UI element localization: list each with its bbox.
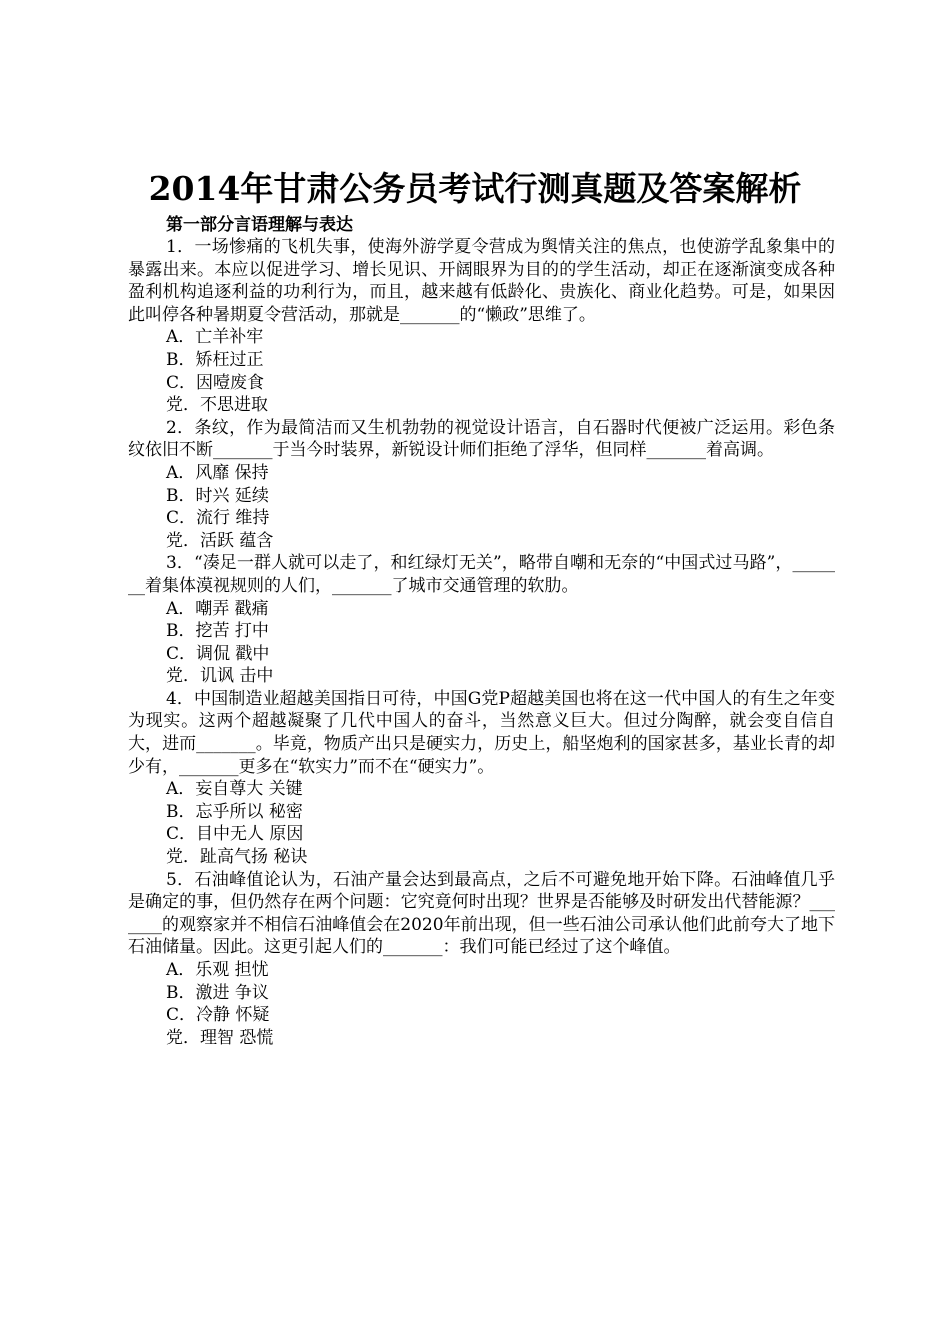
answer-option: 党．讥讽 击中 xyxy=(166,666,274,687)
answer-option: A．妄自尊大 关键 xyxy=(166,779,303,800)
question-block xyxy=(128,236,835,417)
document-title: 2014年甘肃公务员考试行测真题及答案解析 xyxy=(148,169,802,208)
answer-option: C．冷静 怀疑 xyxy=(166,1005,270,1026)
answer-option: A．嘲弄 戳痛 xyxy=(166,598,269,619)
section-heading: 第一部分言语理解与表达 xyxy=(166,215,353,235)
answer-option: 党．趾高气扬 秘诀 xyxy=(166,847,308,868)
answer-option: B．挖苦 打中 xyxy=(166,621,269,642)
question-text: 1．一场惨痛的飞机失事，使海外游学夏令营成为舆情关注的焦点，也使游学乱象集中的暴露出来。本应以促进学习、增长见识、开阔眼界为目的的学生活动，却正在逐渐演变成各种盈利机构追逐利益的功利行为，而且，越来越有低龄化、贵族化、商业化趋势。可是，如果因此叫停各种暑期夏令营活动，那就是_______的“懒政”思维了。 xyxy=(128,237,835,325)
answer-option: B．激进 争议 xyxy=(166,982,269,1003)
answer-option: A．乐观 担忧 xyxy=(166,960,269,980)
answer-option: 党．理智 恐慌 xyxy=(166,1027,274,1048)
answer-option: 党．不思进取 xyxy=(166,395,268,416)
answer-option: C．调侃 戳中 xyxy=(166,643,270,664)
question-block xyxy=(128,869,835,1050)
document-body xyxy=(128,236,835,1049)
answer-option: C．目中无人 原因 xyxy=(166,824,304,845)
question-text: 3．“凑足一群人就可以走了，和红绿灯无关”，略带自嘲和无奈的“中国式过马路”，_______着集体漠视规则的人们，_______了城市交通管理的软肋。 xyxy=(128,553,835,596)
answer-option: B．时兴 延续 xyxy=(166,485,269,506)
answer-option: A．亡羊补牢 xyxy=(166,327,264,348)
answer-option: C．因噎废食 xyxy=(166,372,265,393)
question-block xyxy=(128,552,835,688)
answer-option: B．矫枉过正 xyxy=(166,349,264,370)
question-block xyxy=(128,688,835,869)
question-text: 4．中国制造业超越美国指日可待，中国G党P超越美国也将在这一代中国人的有生之年变为现实。这两个超越凝聚了几代中国人的奋斗，当然意义巨大。但过分陶醉，就会变自信自大，进而_______。毕竟，物质产出只是硬实力，历史上，船坚炮利的国家甚多，基业长青的却少有，_______更多在“软实力”而不在“硬实力”。 xyxy=(128,688,835,777)
answer-option: 党．活跃 蕴含 xyxy=(166,530,274,551)
answer-option: A．风靡 保持 xyxy=(166,462,269,483)
question-text: 5．石油峰值论认为，石油产量会达到最高点，之后不可避免地开始下降。石油峰值几乎是确定的事，但仍然存在两个问题：它究竟何时出现？世界是否能够及时研发出代替能源？_______的观察家并不相信石油峰值会在2020年前出现，但一些石油公司承认他们此前夸大了地下石油储量。因此。这更引起人们的_______：我们可能已经过了这个峰值。 xyxy=(128,869,835,958)
question-block xyxy=(128,417,835,553)
answer-option: B．忘乎所以 秘密 xyxy=(166,801,303,822)
answer-option: C．流行 维持 xyxy=(166,508,270,529)
question-text: 2．条纹，作为最简洁而又生机勃勃的视觉设计语言，自石器时代便被广泛运用。彩色条纹依旧不断_______于当今时装界，新锐设计师们拒绝了浮华，但同样_______着高调。 xyxy=(128,417,835,461)
